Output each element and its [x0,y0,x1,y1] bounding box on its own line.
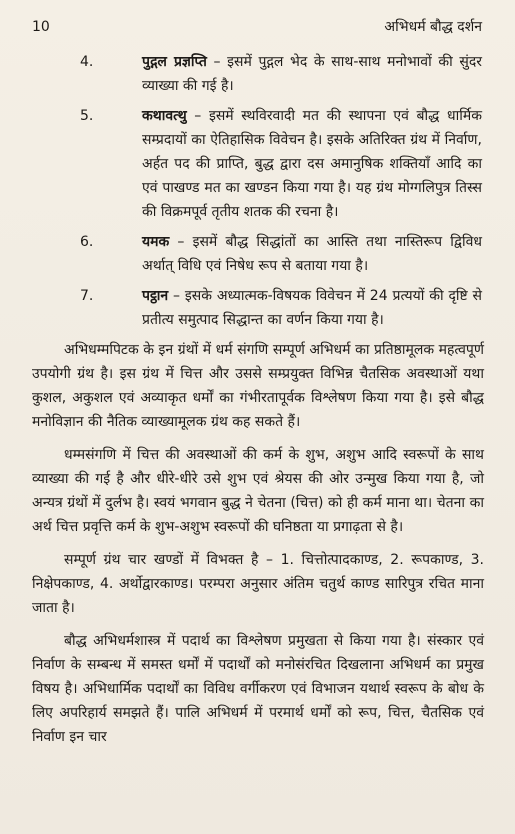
list-item [32,104,484,224]
list-item-content [122,230,484,278]
list-item-title: कथावत्थु [142,108,187,124]
list-item-description: – इसके अध्यात्मक-विषयक विवेचन में 24 प्रत्ययों की दृष्टि से प्रतीत्य समुत्पाद सिद्धान्त का वर्णन किया गया है। [142,288,482,328]
list-item-number: 7. [80,288,94,304]
list-item-number: 5. [80,108,94,124]
list-item [32,284,484,332]
list-item-description: – इसमें पुद्गल भेद के साथ-साथ मनोभावों की सुंदर व्याख्या की गई है। [142,54,482,94]
body-paragraph: बौद्ध अभिधर्मशास्त्र में पदार्थ का विश्लेषण प्रमुखता से किया गया है। संस्कार एवं निर्वाण के सम्बन्ध में समस्त धर्मों में पदार्थों को मनोसंरचित दिखलाना अभिधर्म का प्रमुख विषय है। अभिधार्मिक पदार्थों का विविध वर्गीकरण एवं विभाजन यथार्थ स्वरूप के बोध के लिए अपरिहार्य समझते हैं। पालि अभिधर्म में परमार्थ धर्मों को रूप, चित्त, चैतसिक एवं निर्वाण इन चार [32,633,484,745]
list-item-title: पट्ठान [142,288,169,304]
running-title: अभिधर्म बौद्ध दर्शन [384,19,482,35]
body-paragraph: अभिधम्मपिटक के इन ग्रंथों में धर्म संगणि सम्पूर्ण अभिधर्म का प्रतिष्ठामूलक महत्वपूर्ण उपयोगी ग्रंथ है। इस ग्रंथ में चित्त और उससे सम्प्रयुक्त विभिन्न चैतसिक अवस्थाओं यथा कुशल, अकुशल एवं अव्याकृत धर्मों का गंभीरतापूर्वक विश्लेषण किया गया है। इसे बौद्ध मनोविज्ञान की नैतिक व्याख्यामूलक ग्रंथ कह सकते हैं। [32,342,484,430]
list-item [32,50,484,98]
page-header [32,18,484,36]
page-number: 10 [32,19,50,35]
list-item-title: यमक [142,234,170,250]
body-paragraph: सम्पूर्ण ग्रंथ चार खण्डों में विभक्त है – 1. चित्तोत्पादकाण्ड, 2. रूपकाण्ड, 3. निक्षेपकाण्ड, 4. अर्थोद्वारकाण्ड। परम्परा अनुसार अंतिम चतुर्थ काण्ड सारिपुत्र रचित माना जाता है। [32,552,484,616]
list-item-content [122,50,484,98]
list-item-content [122,284,484,332]
list-item-number: 6. [80,234,94,250]
numbered-list [32,50,484,332]
list-item-description: – इसमें स्थविरवादी मत की स्थापना एवं बौद्ध धार्मिक सम्प्रदायों का ऐतिहासिक विवेचन है। इसके अतिरिक्त ग्रंथ में निर्वाण, अर्हत पद की प्राप्ति, बुद्ध द्वारा दस अमानुषिक शक्तियाँ आदि का एवं पाखण्ड मत का खण्डन किया गया है। यह ग्रंथ मोग्गलिपुत्र तिस्स की विक्रमपूर्व तृतीय शतक की रचना है। [142,108,482,220]
body-paragraph: धम्मसंगणि में चित्त की अवस्थाओं की कर्म के शुभ, अशुभ आदि स्वरूपों के साथ व्याख्या की गई है और धीरे-धीरे उसे शुभ एवं श्रेयस की ओर उन्मुख किया गया है, जो अन्यत्र ग्रंथों में दुर्लभ है। स्वयं भगवान बुद्ध ने चेतना (चित्त) को ही कर्म माना था। चेतना का अर्थ चित्त प्रवृत्ति कर्म के शुभ-अशुभ स्वरूपों की घनिष्ठता या प्रगाढ़ता से है। [32,447,484,535]
list-item [32,230,484,278]
list-item-number: 4. [80,54,94,70]
list-item-description: – इसमें बौद्ध सिद्धांतों का आस्ति तथा नास्तिरूप द्विविध अर्थात् विधि एवं निषेध रूप से बताया गया है। [142,234,482,274]
list-item-content [122,104,484,224]
list-item-title: पुद्गल प्रज्ञप्ति [142,54,207,70]
